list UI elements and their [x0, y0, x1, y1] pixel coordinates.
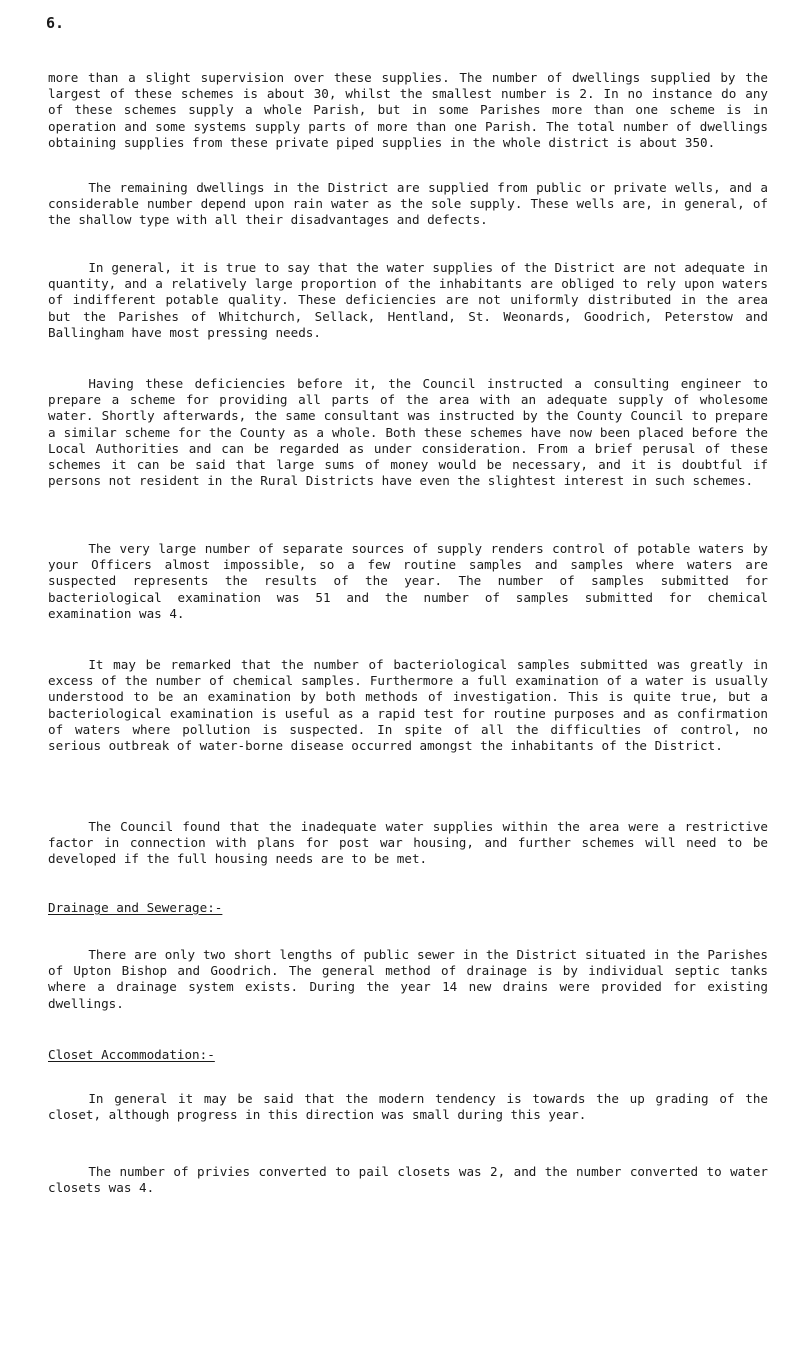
drainage-heading: Drainage and Sewerage:-: [48, 900, 223, 915]
drainage-paragraph: [48, 947, 768, 1012]
paragraph-text: In general it may be said that the modern tendency is towards the up grading of the closet, although progress in this direction was small during this year.: [48, 1091, 768, 1123]
council-scheme-paragraph: [48, 376, 768, 489]
paragraph-text: The remaining dwellings in the District are supplied from public or private wells, and a considerable number depend upon rain water as the sole supply. These wells are, in general, of the shallow type with all their disadvantages and defects.: [48, 180, 768, 228]
closet-heading: Closet Accommodation:-: [48, 1047, 215, 1062]
paragraph-text: The very large number of separate sources of supply renders control of potable waters by your Officers almost impossible, so a few routine samples and samples where waters are suspected represents the results of the year. The number of samples submitted for bacteriological examination was 51 and the number of samples submitted for chemical examination was 4.: [48, 541, 768, 621]
paragraph-text: The Council found that the inadequate water supplies within the area were a restrictive factor in connection with plans for post war housing, and further schemes will need to be developed if the full housing needs are to be met.: [48, 819, 768, 867]
remaining-dwellings-paragraph: [48, 180, 768, 229]
general-water-supplies-paragraph: [48, 260, 768, 341]
bacteriological-samples-paragraph: [48, 657, 768, 754]
paragraph-text: There are only two short lengths of public sewer in the District situated in the Parishes of Upton Bishop and Goodrich. The general method of drainage is by individual septic tanks where a drainage system exists. During the year 14 new drains were provided for existing dwellings.: [48, 947, 768, 1011]
privies-paragraph: [48, 1164, 768, 1196]
closet-paragraph: [48, 1091, 768, 1123]
page-number: 6.: [46, 14, 65, 32]
post-war-housing-paragraph: [48, 819, 768, 868]
paragraph-text: In general, it is true to say that the water supplies of the District are not adequate in quantity, and a relatively large proportion of the inhabitants are obliged to rely upon waters of indifferent potable quality. These deficiencies are not uniformly distributed in the area but the Parishes of Whitchurch, Sellack, Hentland, St. Weonards, Goodrich, Peterstow and Ballingham have most pressing needs.: [48, 260, 768, 340]
paragraph-text: more than a slight supervision over these supplies. The number of dwellings supplied by the largest of these schemes is about 30, whilst the smallest number is 2. In no instance do any of these schemes supply a whole Parish, but in some Parishes more than one scheme is in operation and some systems supply parts of more than one Parish. The total number of dwellings obtaining supplies from these private piped supplies in the whole district is about 350.: [48, 70, 768, 150]
paragraph-text: It may be remarked that the number of bacteriological samples submitted was greatly in excess of the number of chemical samples. Furthermore a full examination of a water is usually understood to be an examination by both methods of investigation. This is quite true, but a bacteriological examination is useful as a rapid test for routine purposes and as confirmation of waters where pollution is suspected. In spite of all the difficulties of control, no serious outbreak of water-borne disease occurred amongst the inhabitants of the District.: [48, 657, 768, 754]
samples-paragraph: [48, 541, 768, 622]
intro-paragraph: [48, 70, 768, 151]
paragraph-text: Having these deficiencies before it, the Council instructed a consulting engineer to prepare a scheme for providing all parts of the area with an adequate supply of wholesome water. Shortly afterwards, the same consultant was instructed by the County Council to prepare a similar scheme for the County as a whole. Both these schemes have now been placed before the Local Authorities and can be regarded as under consideration. From a brief perusal of these schemes it can be said that large sums of money would be necessary, and it is doubtful if persons not resident in the Rural Districts have even the slightest interest in such schemes.: [48, 376, 768, 489]
paragraph-text: The number of privies converted to pail closets was 2, and the number converted to water closets was 4.: [48, 1164, 768, 1196]
